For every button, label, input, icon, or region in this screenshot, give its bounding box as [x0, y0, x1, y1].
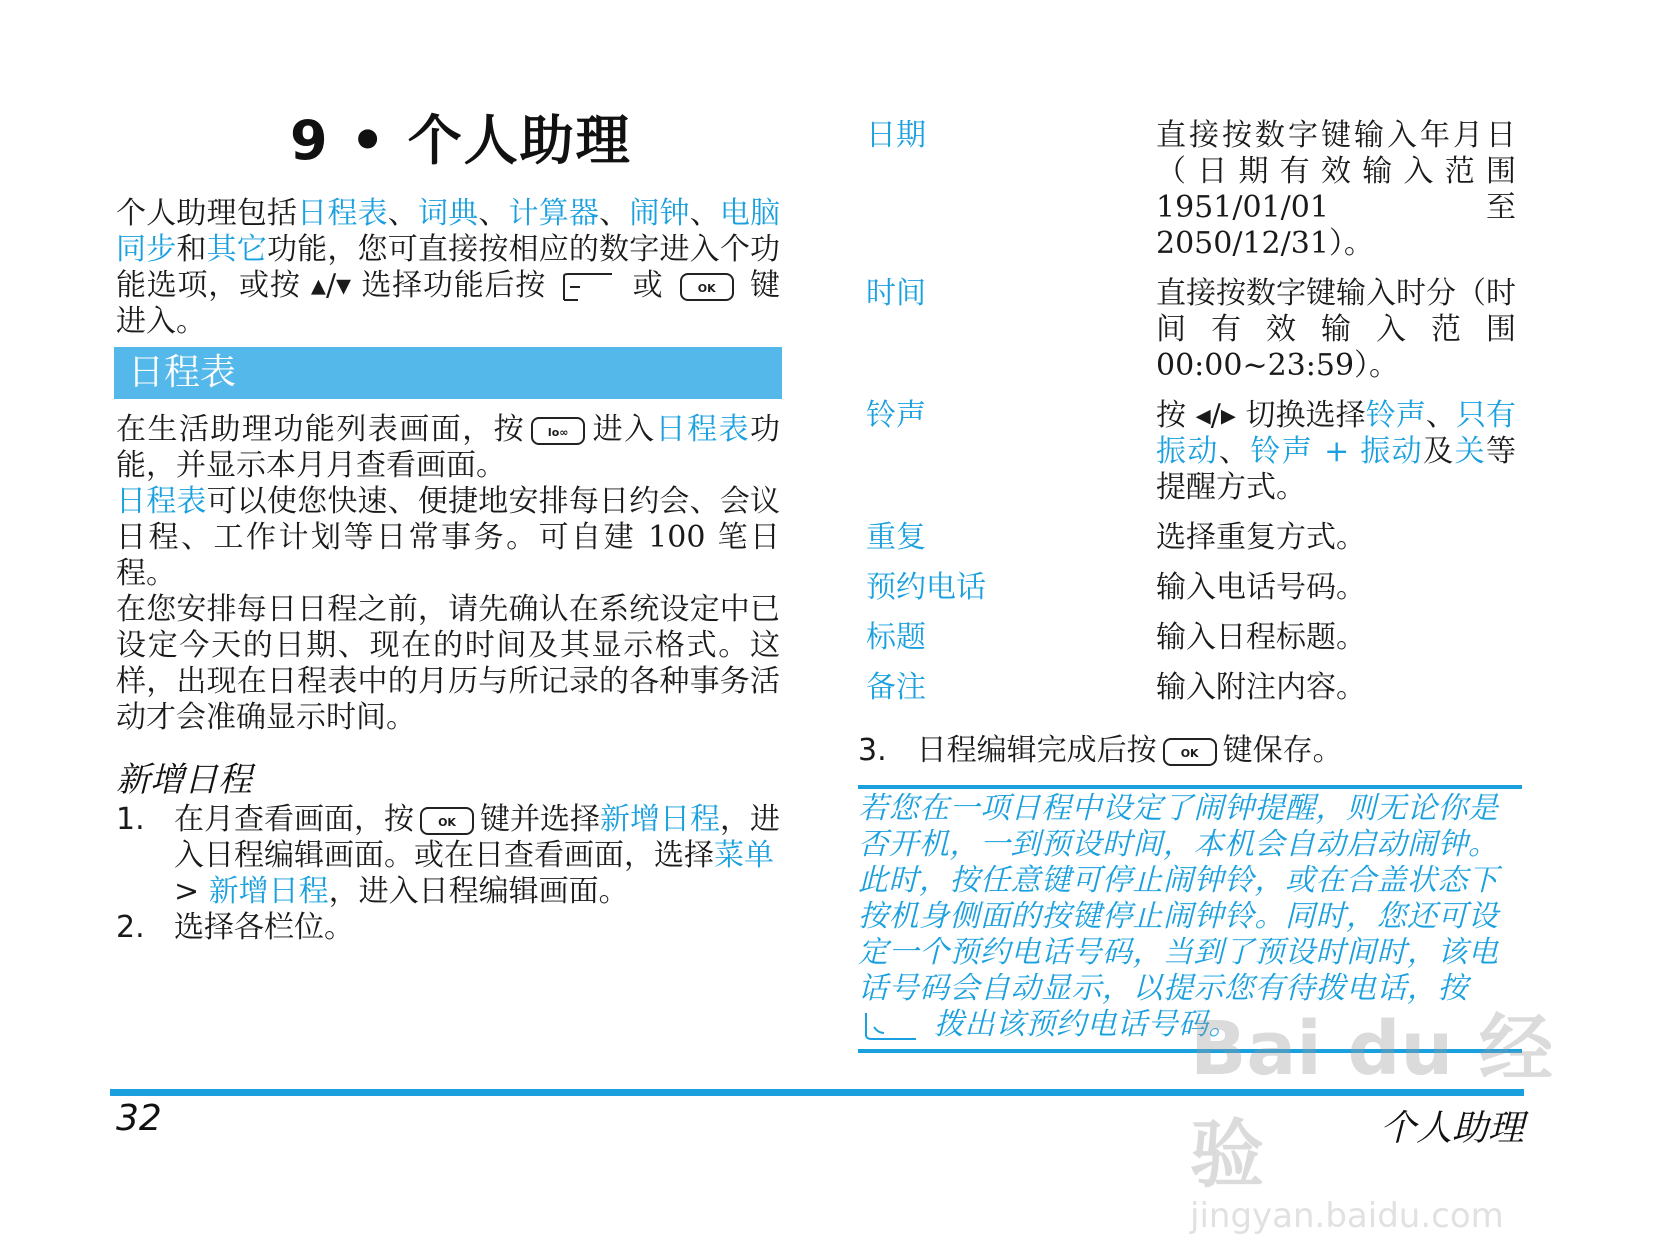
step-item: 2. 选择各栏位。: [116, 910, 354, 945]
intro-paragraph: 个人助理包括日程表、词典、计算器、闹钟、电脑同步和其它功能，您可直接按相应的数字进入个功能选项，或按 ▴/▾ 选择功能后按 或 OK 键进入。: [116, 196, 781, 339]
step-save: 3. 日程编辑完成后按 OK 键保存。: [858, 733, 1343, 768]
field-row-repeat: 重复 选择重复方式。: [866, 520, 1366, 555]
steps-list: [116, 802, 784, 946]
field-row-notes: 备注 输入附注内容。: [866, 670, 1366, 705]
field-row-time: 时间 直接按数字键输入时分（时间有效输入范围 00:00~23:59）。: [866, 276, 1516, 383]
baidu-watermark: Bai du 经验 jingyan.baidu.com: [1190, 1006, 1553, 1236]
footer-chapter: 个人助理: [1379, 1108, 1524, 1149]
call-key-icon: [864, 1011, 918, 1041]
page-number: 32: [116, 1098, 162, 1139]
step-item: 1. 在月查看画面，按 OK 键并选择新增日程，进入日程编辑画面。或在日查看画面，选择菜单 > 新增日程，进入日程编辑画面。: [116, 802, 780, 909]
field-table: [866, 118, 1516, 720]
field-row-call: 预约电话 输入电话号码。: [866, 570, 1366, 605]
ok-key-icon: OK: [680, 273, 734, 301]
voicemail-key-icon: lo∞: [531, 417, 585, 445]
ok-key-icon: OK: [420, 807, 474, 835]
subheading-new-event: 新增日程: [116, 760, 252, 800]
chapter-title: 9 • 个人助理: [290, 109, 632, 172]
calendar-intro: 在生活助理功能列表画面，按 lo∞ 进入日程表功能，并显示本月月查看画面。 日程表可以使您快速、便捷地安排每日约会、会议日程、工作计划等日常事务。可自建 100 笔日程。 在您安排每日日程之前，请先确认在系统设定中已设定今天的日期、现在的时间及其显示格式。这样，出现在日程表中的月历与所记录的各种事务活动才会准确显示时间。: [116, 412, 781, 735]
field-row-date: 日期 直接按数字键输入年月日（日期有效输入范围 1951/01/01 至 2050/12/31）。: [866, 118, 1516, 261]
ok-key-icon: OK: [1163, 738, 1217, 766]
left-softkey-icon: [562, 272, 616, 302]
field-row-ringtone: 铃声 按 ◂/▸ 切换选择铃声、只有振动、铃声 + 振动及关等提醒方式。: [866, 398, 1517, 505]
section-heading: 日程表: [114, 347, 782, 399]
field-row-title: 标题 输入日程标题。: [866, 620, 1366, 655]
alarm-note: 若您在一项日程中设定了闹钟提醒，则无论你是否开机，一到预设时间，本机会自动启动闹钟。此时，按任意键可停止闹钟铃，或在合盖状态下按机身侧面的按键停止闹钟铃。同时，您还可设定一个预约电话号码，当到了预设时间时，该电话号码会自动显示，以提示您有待拨电话，按 拨出该预约电话号码。: [858, 785, 1522, 1053]
